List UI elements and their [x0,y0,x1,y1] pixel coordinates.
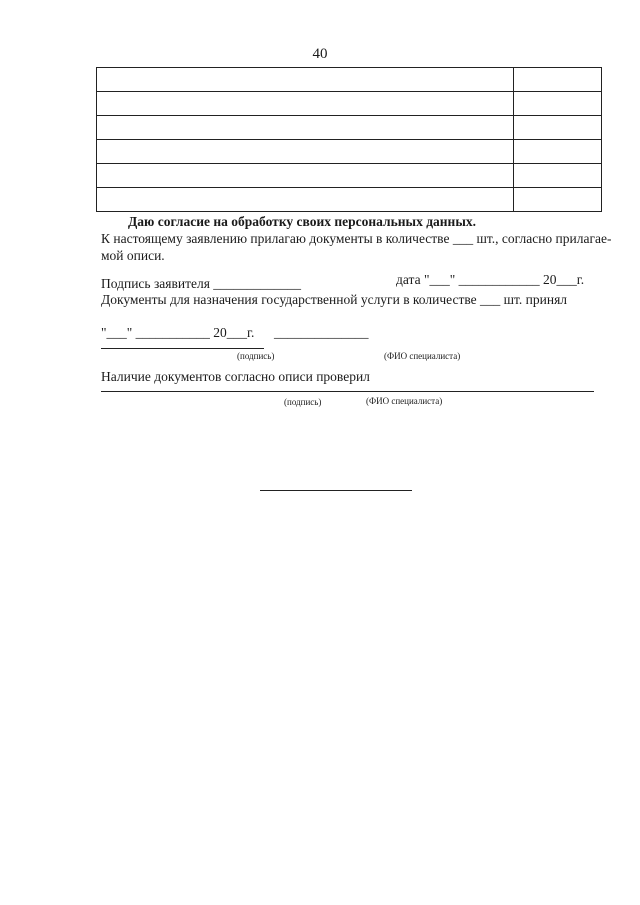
table-row [97,188,602,212]
table-row [97,68,602,92]
signature-caption: (подпись) [237,351,275,361]
table-cell [514,140,602,164]
attachment-line-2: мой описи. [101,248,165,263]
specialist-caption: (ФИО специалиста) [384,351,461,361]
documents-accepted-line: Документы для назначения государственной услуги в количестве ___ шт. принял [101,292,568,307]
applicant-signature-field: Подпись заявителя _____________ [101,276,302,291]
table-row [97,164,602,188]
checked-signature-line [101,391,594,392]
documents-table-body [97,68,602,212]
table-cell [514,116,602,140]
page-number: 40 [312,46,328,62]
date-field: дата "___" ____________ 20___г. [396,272,585,287]
table-cell [97,164,514,188]
closing-separator-line [260,490,412,491]
table-cell [514,164,602,188]
table-row [97,92,602,116]
documents-table [96,67,602,212]
table-row [97,116,602,140]
documents-checked-line: Наличие документов согласно описи проверил [101,369,370,384]
table-cell [97,188,514,212]
accepted-blank-field: ______________ [274,325,369,340]
table-cell [97,116,514,140]
table-cell [97,140,514,164]
table-cell [97,68,514,92]
attachment-line-1: К настоящему заявлению прилагаю документы в количестве ___ шт., согласно прилагае- [101,231,612,246]
signature-caption-2: (подпись) [284,397,322,407]
signature-line [101,348,264,349]
table-cell [514,188,602,212]
table-cell [514,68,602,92]
table-cell [97,92,514,116]
consent-statement: Даю согласие на обработку своих персональных данных. [128,214,476,229]
specialist-caption-2: (ФИО специалиста) [366,396,443,406]
accepted-date-field: "___" ___________ 20___г. [101,325,255,340]
table-row [97,140,602,164]
table-cell [514,92,602,116]
